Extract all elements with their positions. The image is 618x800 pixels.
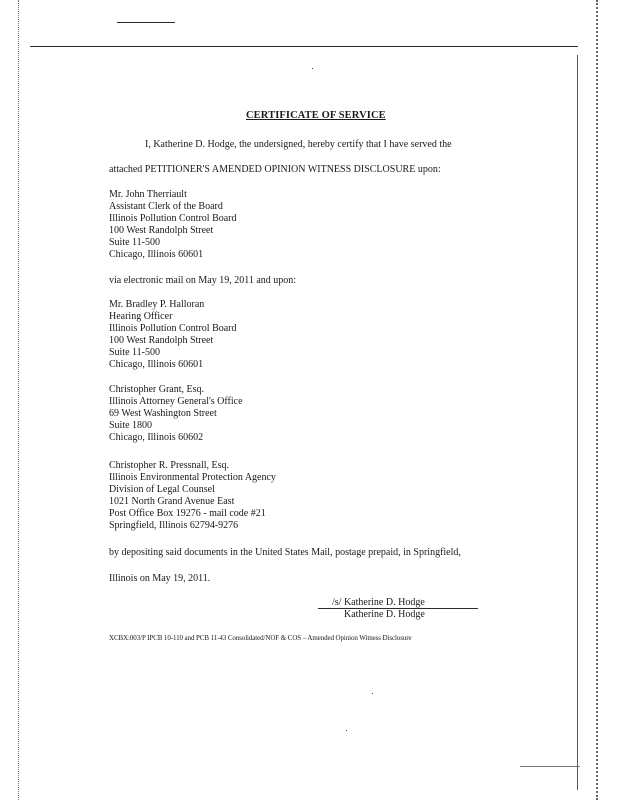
address-line: Hearing Officer <box>109 311 173 323</box>
address-line: Post Office Box 19276 - mail code #21 <box>109 508 266 520</box>
document-footer: XCBX:003/P IPCB 10-110 and PCB 11-43 Consolidated/NOF & COS – Amended Opinion Witness Disclosure <box>109 634 412 642</box>
address-line: Illinois Environmental Protection Agency <box>109 472 276 484</box>
address-line: Chicago, Illinois 60602 <box>109 432 204 444</box>
address-line: 69 West Washington Street <box>109 408 217 420</box>
address-line: 1021 North Grand Avenue East <box>109 496 235 508</box>
scan-top-rule <box>30 46 578 47</box>
intro-line-2: attached PETITIONER'S AMENDED OPINION WITNESS DISCLOSURE upon: <box>109 164 441 175</box>
via-line: via electronic mail on May 19, 2011 and upon: <box>109 275 297 286</box>
address-line: Chicago, Illinois 60601 <box>109 359 204 371</box>
address-line: Christopher R. Pressnall, Esq. <box>109 460 229 471</box>
scan-speck <box>346 730 347 731</box>
scan-bottom-rule <box>520 766 580 767</box>
address-line: Mr. John Therriault <box>109 189 187 200</box>
address-line: Suite 1800 <box>109 420 153 432</box>
scan-speck <box>372 693 373 694</box>
recipient-address-3 <box>109 384 243 444</box>
document-title: CERTIFICATE OF SERVICE <box>246 110 386 121</box>
address-line: 100 West Randolph Street <box>109 225 214 237</box>
scan-top-short-rule <box>117 22 175 23</box>
address-line: Chicago, Illinois 60601 <box>109 249 204 261</box>
recipient-address-1 <box>109 189 237 262</box>
scan-left-edge <box>18 0 23 800</box>
recipient-address-2 <box>109 299 237 372</box>
address-line: Illinois Attorney General's Office <box>109 396 243 408</box>
address-line: Mr. Bradley P. Halloran <box>109 299 205 310</box>
address-line: Suite 11-500 <box>109 237 161 249</box>
closing-line-2: Illinois on May 19, 2011. <box>109 573 211 584</box>
address-line: Illinois Pollution Control Board <box>109 213 237 225</box>
address-line: Springfield, Illinois 62794-9276 <box>109 520 239 532</box>
address-line: Assistant Clerk of the Board <box>109 201 223 213</box>
address-line: Christopher Grant, Esq. <box>109 384 204 395</box>
scan-speck <box>312 68 313 69</box>
closing-line-1: by depositing said documents in the United States Mail, postage prepaid, in Springfield, <box>109 547 461 558</box>
scan-right-edge <box>596 0 602 800</box>
signature: /s/ Katherine D. Hodge <box>332 597 425 608</box>
signer-name: Katherine D. Hodge <box>344 609 425 620</box>
scan-right-vertical-rule <box>577 55 578 790</box>
address-line: Illinois Pollution Control Board <box>109 323 237 335</box>
address-line: 100 West Randolph Street <box>109 335 214 347</box>
recipient-address-4 <box>109 460 276 533</box>
intro-line-1: I, Katherine D. Hodge, the undersigned, hereby certify that I have served the <box>145 139 452 150</box>
address-line: Division of Legal Counsel <box>109 484 215 496</box>
address-line: Suite 11-500 <box>109 347 161 359</box>
